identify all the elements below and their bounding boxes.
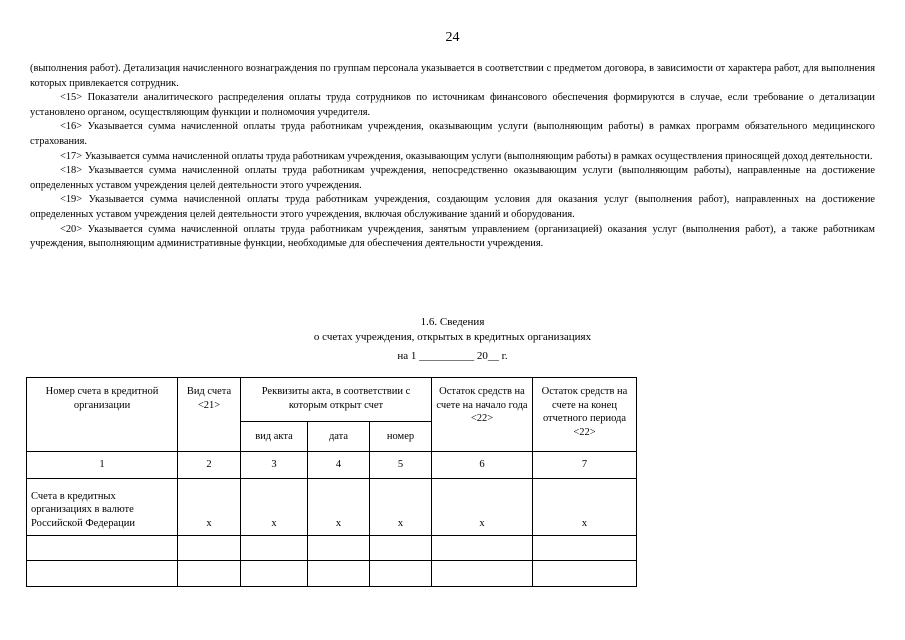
- table-row-empty: [27, 536, 637, 561]
- section-date-line: на 1 __________ 20__ г.: [397, 350, 508, 362]
- footnote-20: <20> Указывается сумма начисленной оплаты труда работникам учреждения, занятым управлением (организацией) оказания услуг (выполнения работ), а также работникам учреждения, выполняющим административные функции, необходимые для обеспечения деятельности учреждения.: [30, 223, 875, 250]
- column-numbers-row: [27, 452, 637, 479]
- table-cell: [308, 561, 370, 587]
- column-number: 5: [370, 452, 432, 479]
- page-number: 24: [445, 30, 460, 45]
- table-cell: [27, 561, 178, 587]
- table-cell: x: [432, 479, 533, 536]
- row-label: Счета в кредитных организациях в валюте Российской Федерации: [27, 479, 178, 536]
- header-act-type: вид акта: [241, 422, 308, 452]
- footnotes-text: [30, 62, 875, 252]
- section-subtitle: о счетах учреждения, открытых в кредитных организациях: [313, 331, 592, 343]
- table-row-empty: [27, 561, 637, 587]
- table-cell: x: [370, 479, 432, 536]
- table-cell: [308, 536, 370, 561]
- table-cell: [432, 561, 533, 587]
- column-number: 4: [308, 452, 370, 479]
- table-cell: [178, 561, 241, 587]
- table-cell: [533, 536, 637, 561]
- footnote-18: <18> Указывается сумма начисленной оплаты труда работникам учреждения, непосредственно оказывающим услуги (выполняющим работы), направленные на достижение определенных уставом учреждения целей деятельности этого учреждения.: [30, 165, 875, 191]
- column-number: 2: [178, 452, 241, 479]
- column-number: 1: [27, 452, 178, 479]
- table-cell: [432, 536, 533, 561]
- table-cell: [241, 536, 308, 561]
- header-account-number: Номер счета в кредитной организации: [27, 378, 178, 452]
- header-act-number: номер: [370, 422, 432, 452]
- table-cell: [533, 561, 637, 587]
- header-balance-end: Остаток средств на счете на конец отчетного периода <22>: [533, 378, 637, 452]
- table-cell: x: [178, 479, 241, 536]
- footnote-15: <15> Показатели аналитического распределения оплаты труда сотрудников по источникам финансового обеспечения формируются в случае, если требование о детализации установлено органом, осуществляющим функции и полномочия учредителя.: [30, 92, 875, 118]
- table-cell: x: [308, 479, 370, 536]
- table-cell: [370, 561, 432, 587]
- footnote-19: <19> Указывается сумма начисленной оплаты труда работникам учреждения, создающим условия для оказания услуг (выполнения работ), направленных на достижение определенных уставом учреждения целей деятельности этого учреждения, включая обслуживание зданий и оборудования.: [30, 194, 875, 220]
- table-header-row: [27, 378, 637, 422]
- table-cell: [178, 536, 241, 561]
- footnote-continuation: (выполнения работ). Детализация начисленного вознаграждения по группам персонала указывается в соответствии с предметом договора, в зависимости от характера работ, для выполнения которых привлекается сотрудник.: [30, 63, 875, 89]
- table-cell: x: [533, 479, 637, 536]
- header-balance-start: Остаток средств на счете на начало года <22>: [432, 378, 533, 452]
- table-cell: [370, 536, 432, 561]
- table-row: [27, 479, 637, 536]
- footnote-16: <16> Указывается сумма начисленной оплаты труда работникам учреждения, оказывающим услуги (выполняющим работы) в рамках программ обязательного медицинского страхования.: [30, 121, 875, 147]
- table-cell: x: [241, 479, 308, 536]
- column-number: 6: [432, 452, 533, 479]
- section-title: 1.6. Сведения: [420, 316, 485, 328]
- table-cell: [27, 536, 178, 561]
- header-act-details: Реквизиты акта, в соответствии с которым открыт счет: [241, 378, 432, 422]
- footnote-17: <17> Указывается сумма начисленной оплаты труда работникам учреждения, оказывающим услуги (выполняющим работы) в рамках осуществления приносящей доход деятельности.: [60, 150, 873, 162]
- column-number: 7: [533, 452, 637, 479]
- table-cell: [241, 561, 308, 587]
- accounts-table: [26, 377, 637, 587]
- header-act-date: дата: [308, 422, 370, 452]
- column-number: 3: [241, 452, 308, 479]
- header-account-type: Вид счета <21>: [178, 378, 241, 452]
